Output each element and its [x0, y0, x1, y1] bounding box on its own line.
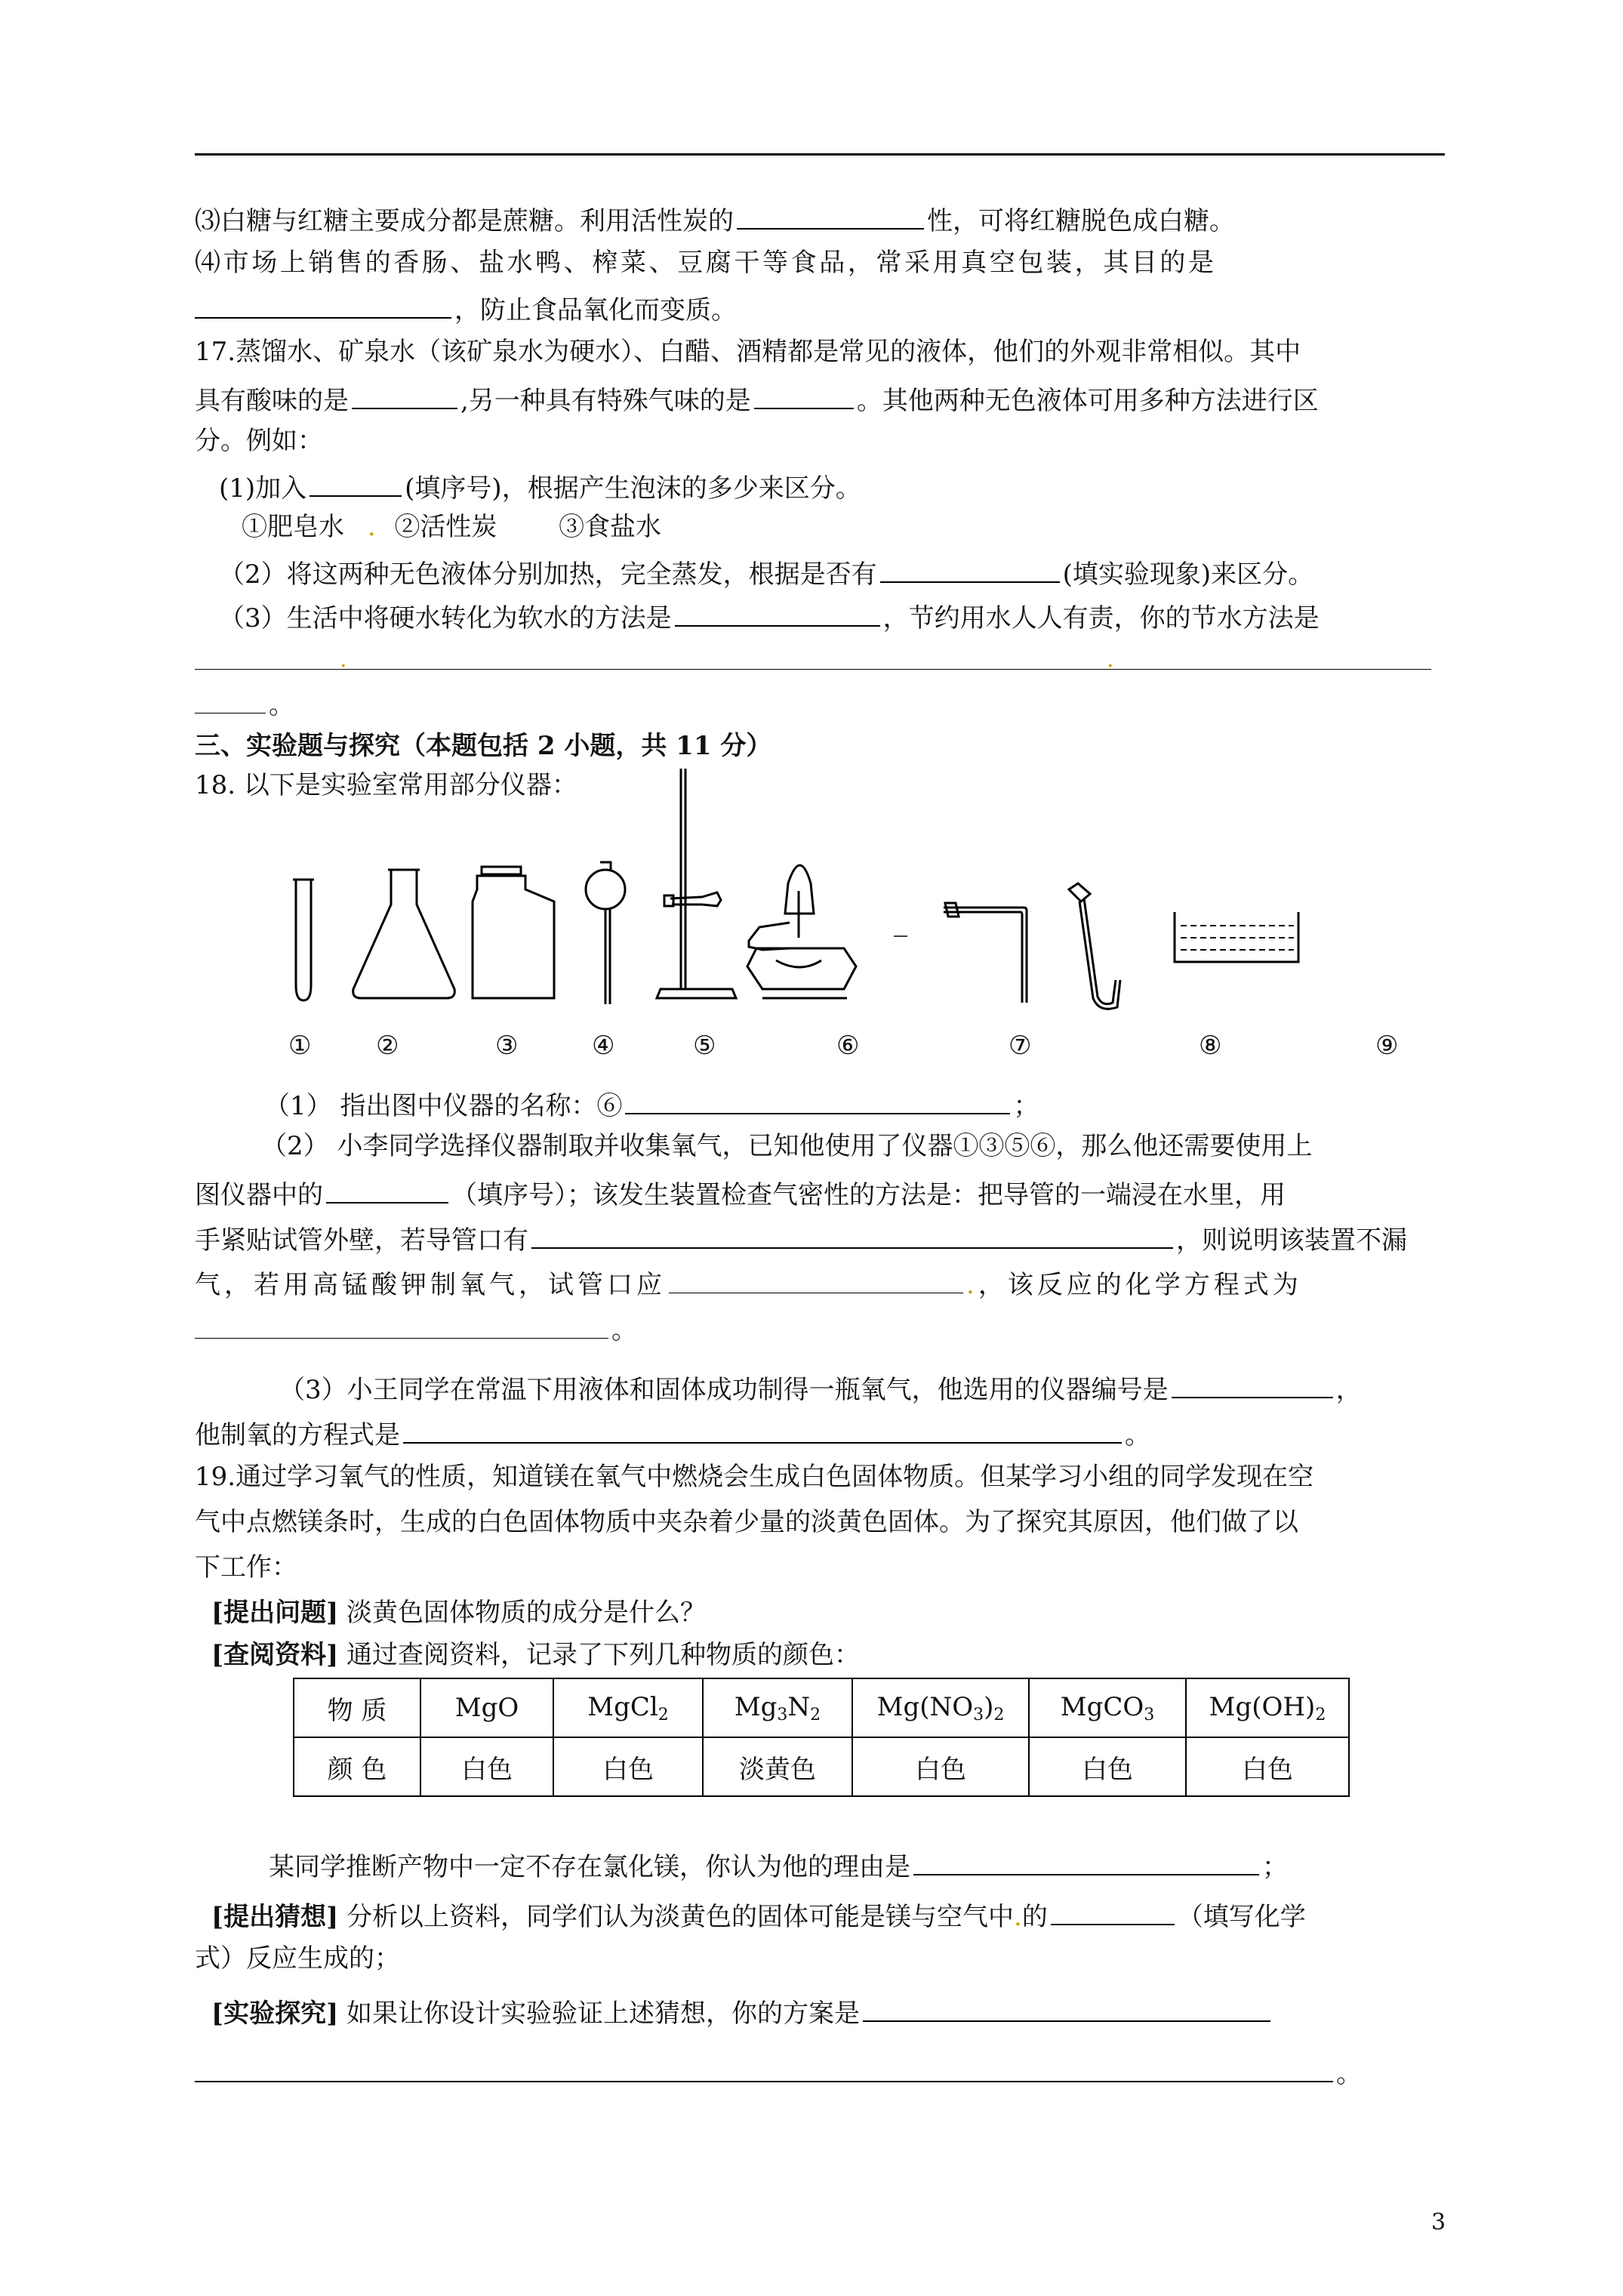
table-cell: MgCO$_3$ — [1029, 1678, 1186, 1737]
q19-guess: [提出猜想] 分析以上资料，同学们认为淡黄色的固体可能是镁与空气中.的 （填写化学 — [211, 1897, 1306, 1934]
decor-dot: . — [1107, 646, 1114, 673]
q17-line1: 17.蒸馏水、矿泉水（该矿泉水为硬水）、白醋、酒精都是常见的液体，他们的外观非常相似。其中 — [195, 337, 1301, 367]
table-cell: 白色 — [420, 1737, 553, 1796]
q19-guess-line2: 式）反应生成的； — [195, 1943, 400, 1974]
option-2: ②活性炭 — [394, 512, 497, 542]
delivery-tube-drawing — [894, 903, 1027, 1003]
answer-blank[interactable] — [1051, 1897, 1175, 1925]
q16-part3: ⑶白糖与红糖主要成分都是蔗糖。利用活性炭的 性，可将红糖脱色成白糖。 — [195, 201, 1235, 238]
table-cell: MgCl$_2$ — [553, 1678, 703, 1737]
label-9: ⑨ — [1375, 1031, 1399, 1061]
label-3: ③ — [495, 1031, 519, 1061]
answer-blank[interactable] — [1172, 1370, 1333, 1398]
q19-line2: 气中点燃镁条时，生成的白色固体物质中夹杂着少量的淡黄色固体。为了探究其原因，他们做了以 — [195, 1507, 1298, 1537]
q19-experiment: [实验探究] 如果让你设计实验验证上述猜想，你的方案是 — [211, 1993, 1273, 2030]
answer-blank[interactable] — [310, 468, 402, 497]
q17-line2: 具有酸味的是 ,另一种具有特殊气味的是 。其他两种无色液体可用多种方法进行区 — [195, 381, 1319, 418]
alcohol-lamp-drawing — [747, 865, 856, 998]
q17-options — [242, 510, 661, 544]
iron-stand-drawing — [657, 769, 736, 998]
answer-blank[interactable] — [675, 598, 880, 627]
q18-sub1: （1） 指出图中仪器的名称：⑥ ； — [264, 1086, 1039, 1123]
q18-sub2-line1: （2） 小李同学选择仪器制取并收集氧气，已知他使用了仪器①③⑤⑥，那么他还需要使用上 — [261, 1131, 1313, 1161]
q18-sub2-line3: 手紧贴试管外壁，若导管口有 ，则说明该装置不漏 — [195, 1220, 1407, 1257]
answer-blank[interactable] — [531, 1220, 1173, 1249]
q19-line3: 下工作： — [195, 1552, 297, 1583]
answer-blank[interactable] — [913, 1847, 1259, 1875]
q17-sub2: （2）将这两种无色液体分别加热，完全蒸发，根据是否有 (填实验现象)来区分。 — [219, 554, 1313, 591]
gas-jar-drawing — [473, 867, 554, 998]
table-cell: 淡黄色 — [703, 1737, 852, 1796]
table-head: 颜 色 — [294, 1737, 420, 1796]
experiment-tag: [实验探究] — [211, 1999, 339, 2029]
q17-sub3: （3）生活中将硬水转化为软水的方法是 ，节约用水人人有责，你的节水方法是 — [219, 598, 1320, 635]
q18-sub3-line2: 他制氧的方程式是 。 — [195, 1415, 1150, 1452]
q19-line1: 19.通过学习氧气的性质，知道镁在氧气中燃烧会生成白色固体物质。但某学习小组的同学发现在空 — [195, 1462, 1314, 1492]
test-tube-drawing — [293, 880, 314, 1000]
table-cell: 白色 — [1186, 1737, 1349, 1796]
funnel-drawing — [586, 862, 625, 1004]
answer-blank[interactable] — [737, 201, 924, 230]
section-heading: 三、实验题与探究（本题包括 2 小题，共 11 分） — [195, 731, 772, 761]
answer-line[interactable] — [195, 669, 1431, 670]
label-7: ⑦ — [1009, 1031, 1032, 1061]
q16-part4-cont: ，防止食品氧化而变质。 — [195, 290, 737, 327]
answer-blank[interactable] — [195, 290, 451, 319]
water-trough-drawing — [1175, 912, 1298, 962]
conical-flask-drawing — [353, 870, 455, 998]
answer-blank[interactable] — [403, 1415, 1122, 1444]
table-cell: 白色 — [553, 1737, 703, 1796]
q18-sub3-line1: （3）小王同学在常温下用液体和固体成功制得一瓶氧气，他选用的仪器编号是 ， — [279, 1370, 1362, 1407]
q19-reference: [查阅资料] 通过查阅资料，记录了下列几种物质的颜色： — [211, 1640, 860, 1670]
bent-tube-drawing — [1069, 883, 1120, 1009]
label-6: ⑥ — [836, 1031, 860, 1061]
reference-tag: [查阅资料] — [211, 1640, 339, 1670]
table-cell: 白色 — [852, 1737, 1029, 1796]
q16-part4: ⑷市场上销售的香肠、盐水鸭、榨菜、豆腐干等食品，常采用真空包装，其目的是 — [195, 248, 1217, 278]
label-4: ④ — [592, 1031, 615, 1061]
q17-sub1: (1)加入 (填序号)，根据产生泡沫的多少来区分。 — [219, 468, 861, 505]
q19-inference: 某同学推断产物中一定不存在氯化镁，你认为他的理由是 ； — [269, 1847, 1288, 1884]
table-cell: 白色 — [1029, 1737, 1186, 1796]
answer-blank[interactable] — [625, 1086, 1010, 1114]
option-3: ③食盐水 — [559, 512, 662, 542]
apparatus-figure — [279, 763, 1427, 1080]
decor-dot: . — [1014, 1902, 1022, 1932]
label-1: ① — [288, 1031, 312, 1061]
answer-blank[interactable] — [863, 1993, 1270, 2022]
answer-blank[interactable] — [352, 381, 457, 409]
answer-blank[interactable] — [195, 686, 266, 713]
option-1: ①肥皂水 — [242, 512, 344, 542]
label-2: ② — [376, 1031, 399, 1061]
label-5: ⑤ — [693, 1031, 716, 1061]
q17-end: 。 — [195, 686, 294, 722]
problem-tag: [提出问题] — [211, 1598, 339, 1628]
answer-blank[interactable] — [880, 554, 1060, 583]
decor-dot: . — [340, 646, 347, 673]
q17-line3: 分。例如： — [195, 426, 323, 456]
table-cell: $Mg_3N_2$ — [703, 1678, 852, 1737]
answer-blank[interactable] — [195, 1311, 608, 1339]
q18-sub2-line4: 气，若用高锰酸钾制氧气，试管口应 .，该反应的化学方程式为 — [195, 1265, 1302, 1302]
decor-dot: . — [367, 512, 376, 542]
top-rule — [195, 153, 1445, 156]
decor-dot: . — [966, 1270, 978, 1300]
page-number: 3 — [1431, 2209, 1446, 2236]
answer-blank[interactable] — [669, 1265, 963, 1293]
table-row — [294, 1737, 1349, 1796]
table-row — [294, 1678, 1349, 1737]
table-head: 物 质 — [294, 1678, 420, 1737]
table-cell: MgO — [420, 1678, 553, 1737]
q19-experiment-line2: 。 — [195, 2054, 1362, 2091]
label-8: ⑧ — [1199, 1031, 1222, 1061]
guess-tag: [提出猜想] — [211, 1902, 339, 1932]
answer-blank[interactable] — [326, 1175, 448, 1203]
table-cell: $Mg(OH)_2$ — [1186, 1678, 1349, 1737]
q18-sub2-line5: 。 — [195, 1311, 637, 1347]
q18-sub2-line2: 图仪器中的 （填序号）；该发生装置检查气密性的方法是：把导管的一端浸在水里，用 — [195, 1175, 1286, 1212]
q18-intro: 18. 以下是实验室常用部分仪器： — [195, 770, 577, 800]
answer-blank[interactable] — [195, 2054, 1333, 2082]
table-cell: $Mg(NO_3)_2$ — [852, 1678, 1029, 1737]
answer-blank[interactable] — [754, 381, 854, 409]
color-table — [293, 1678, 1350, 1797]
q19-problem: [提出问题] 淡黄色固体物质的成分是什么？ — [211, 1598, 706, 1628]
